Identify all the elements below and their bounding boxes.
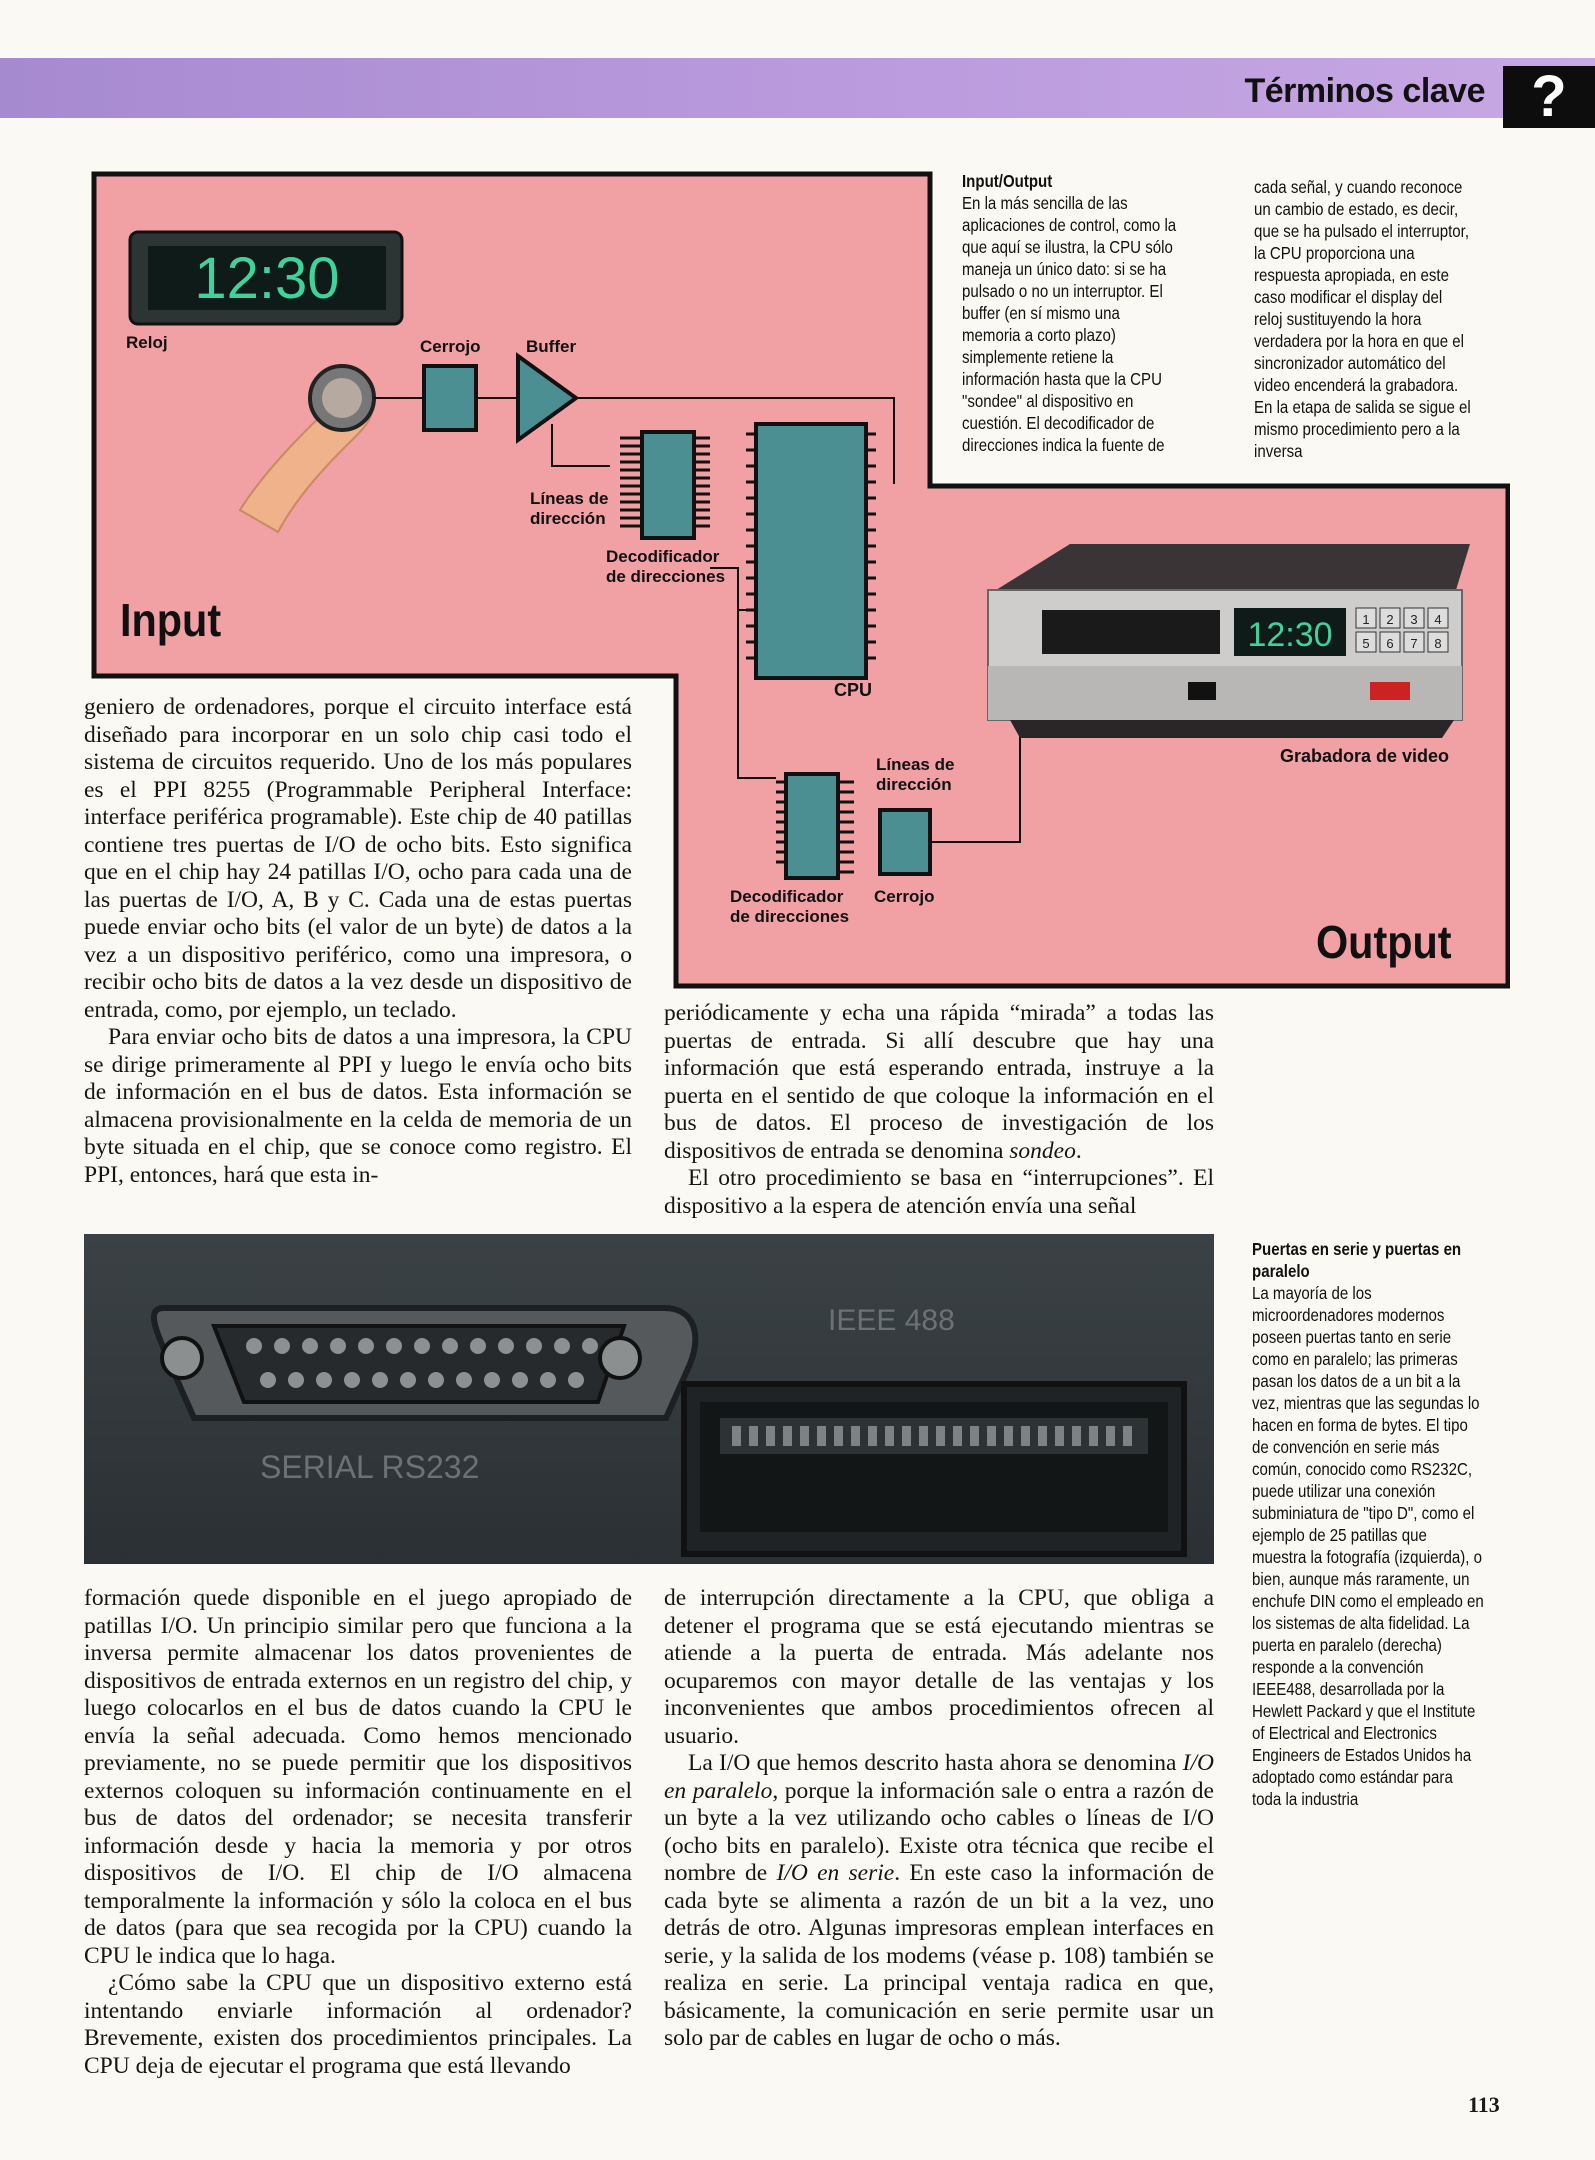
- pin: [834, 1426, 843, 1446]
- pin: [1072, 1426, 1081, 1446]
- pin: [902, 1426, 911, 1446]
- vcr-button-label: 1: [1362, 612, 1370, 627]
- pin: [1106, 1426, 1115, 1446]
- question-badge: ?: [1503, 66, 1595, 128]
- vcr-label: Grabadora de video: [1280, 746, 1450, 766]
- pin: [800, 1426, 809, 1446]
- pin: [414, 1338, 430, 1354]
- pin: [400, 1372, 416, 1388]
- pin: [749, 1426, 758, 1446]
- pin: [953, 1426, 962, 1446]
- address-lines-output-label-1: Líneas de: [876, 755, 955, 774]
- latch-input: [424, 366, 476, 430]
- pin: [372, 1372, 388, 1388]
- paragraph: Para enviar ocho bits de datos a una impresora, la CPU se dirige primeramente al PPI y luego le envía ocho bits de información en el bus de datos. Esta información se almacena provisionalmente en la celda de memoria de un byte situada en el chip, que se conoce como registro. El PPI, entonces, hará que esta in-: [84, 1024, 632, 1188]
- pin: [987, 1426, 996, 1446]
- paragraph: de interrupción directamente a la CPU, que obliga a detener el programa que se está ejecutando mientras se atiende a la puerta de entrada. Más adelante nos ocuparemos con mayor detalle de las ventajas y los inconvenientes que ambos procedimientos ofrecen al usuario.: [664, 1585, 1214, 1749]
- pin: [526, 1338, 542, 1354]
- latch-output: [880, 810, 930, 874]
- pin: [1038, 1426, 1047, 1446]
- pin: [428, 1372, 444, 1388]
- address-lines-output-label-2: dirección: [876, 775, 952, 794]
- sidebar-io-col1: [962, 170, 1179, 456]
- parallel-port-label: IEEE 488: [828, 1304, 955, 1337]
- vcr-button-label: 3: [1410, 612, 1418, 627]
- pin: [540, 1372, 556, 1388]
- pin: [732, 1426, 741, 1446]
- vcr-button-label: 8: [1434, 636, 1442, 651]
- serial-screw-left: [162, 1338, 202, 1378]
- pin: [386, 1338, 402, 1354]
- video-recorder-image: [988, 544, 1470, 738]
- sidebar-ports-text: La mayoría de los microordenadores modernos poseen puertas tanto en serie como en paralelo; las primeras pasan los datos de a un bit a la vez, mientras que las segundas lo hacen en forma de bytes. El tipo de convención en serie más común, conocido como RS232C, puede utilizar una conexión subminiatura de "tipo D", como el ejemplo de 25 patillas que muestra la fotografía (izquierda), o bien, aunque más raramente, un enchufe DIN como el empleado en los sistemas de alta fidelidad. La puerta en paralelo (derecha) responde a la convención IEEE488, desarrollada por la Hewlett Packard y que el Institute of Electrical and Electronics Engineers de Estados Unidos ha adoptado como estándar para toda la industria: [1252, 1283, 1484, 1809]
- vcr-display: 12:30: [1247, 616, 1333, 654]
- paragraph: geniero de ordenadores, porque el circuito interface está diseñado para incorporar en un solo chip casi todo el sistema de circuitos requerido. Uno de los más populares es el PPI 8255 (Programmable Peripheral Interface: interface periférica programable). Este chip de 40 patillas contiene tres puertas de I/O de ocho bits. Esto significa que en el chip hay 24 patillas I/O, ocho para cada una de las puertas de I/O, A, B y C. Cada una de estas puertas puede enviar ocho bits (el valor de un byte) de datos a la vez a un dispositivo periférico, como una impresora, o recibir ocho bits de datos a la vez desde un dispositivo de entrada, como, por ejemplo, un teclado.: [84, 694, 632, 1023]
- body-col2-bottom: [664, 1585, 1214, 2053]
- vcr-button-label: 4: [1434, 612, 1442, 627]
- decoder-input-label-2: de direcciones: [606, 567, 726, 586]
- pin: [246, 1338, 262, 1354]
- pin: [260, 1372, 276, 1388]
- output-title: Output: [1316, 917, 1452, 969]
- body-col1-bottom: [84, 1585, 632, 2080]
- pin: [817, 1426, 826, 1446]
- decoder-output-label-2: de direcciones: [730, 907, 850, 926]
- sidebar-io-text-1: En la más sencilla de las aplicaciones de control, como la que aquí se ilustra, la CPU sólo maneja un único dato: si se ha pulsado o no un interruptor. El buffer (en sí mismo una memoria a corto plazo) simplemente retiene la información hasta que la CPU "sondee" al dispositivo en cuestión. El decodificador de direcciones indica la fuente de: [962, 193, 1177, 455]
- pin: [885, 1426, 894, 1446]
- pin: [344, 1372, 360, 1388]
- address-lines-input-label-1: Líneas de: [530, 489, 609, 508]
- latch-output-label: Cerrojo: [874, 887, 935, 906]
- section-title: Términos clave: [1244, 72, 1485, 110]
- pin: [868, 1426, 877, 1446]
- clock-label: Reloj: [126, 333, 168, 352]
- body-col1-top: [84, 694, 632, 1189]
- sidebar-io-text-2: cada señal, y cuando reconoce un cambio de estado, es decir, que se ha pulsado el interruptor, la CPU proporciona una respuesta apropiada, en este caso modificar el display del reloj sustituyendo la hora verdadera por la hora en que el sincronizador automático del video encenderá la grabadora. En la etapa de salida se sigue el mismo procedimiento pero a la inversa: [1254, 177, 1471, 461]
- pin: [456, 1372, 472, 1388]
- pin: [919, 1426, 928, 1446]
- pin: [358, 1338, 374, 1354]
- cpu-chip: [746, 424, 876, 678]
- buffer-label: Buffer: [526, 337, 577, 356]
- vcr-button-label: 7: [1410, 636, 1418, 651]
- paragraph: periódicamente y echa una rápida “mirada” a todas las puertas de entrada. Si allí descubre que hay una información que está esperando entrada, instruye a la puerta en el sentido de que coloque la información en el bus de datos. El proceso de investigación de los dispositivos de entrada se denomina sondeo.: [664, 1000, 1214, 1164]
- decoder-output-label-1: Decodificador: [730, 887, 844, 906]
- pin: [484, 1372, 500, 1388]
- body-col2-top: [664, 1000, 1214, 1220]
- paragraph: formación quede disponible en el juego apropiado de patillas I/O. Un principio similar pero que funciona a la inversa permite almacenar los datos provenientes de dispositivos de entrada externos en un registro del chip, y luego colocarlos en el bus de datos cuando la CPU le envía la señal adecuada. Como hemos mencionado previamente, no se puede permitir que los dispositivos externos coloquen su información continuamente en el bus de datos del ordenador; se necesita transferir información desde y hacia la memoria y por otros dispositivos de I/O. El chip de I/O almacena temporalmente la información y sólo la coloca en el bus de datos (para que sea recogida por la CPU) cuando la CPU le indica que lo haga.: [84, 1585, 632, 1969]
- input-title: Input: [120, 595, 222, 647]
- serial-screw-right: [600, 1338, 640, 1378]
- pin: [512, 1372, 528, 1388]
- serial-port-label: SERIAL RS232: [260, 1449, 480, 1485]
- pin: [442, 1338, 458, 1354]
- pin: [582, 1338, 598, 1354]
- pin: [568, 1372, 584, 1388]
- paragraph: ¿Cómo sabe la CPU que un dispositivo externo está intentando enviarle información al ordenador? Brevemente, existen dos procedimientos principales. La CPU deja de ejecutar el programa que está llevando: [84, 1970, 632, 2079]
- pin: [316, 1372, 332, 1388]
- sidebar-io-col2: [1254, 176, 1472, 462]
- vcr-button-label: 5: [1362, 636, 1370, 651]
- pin: [1021, 1426, 1030, 1446]
- pin: [1004, 1426, 1013, 1446]
- decoder-input-label-1: Decodificador: [606, 547, 720, 566]
- pin: [554, 1338, 570, 1354]
- paragraph: La I/O que hemos descrito hasta ahora se denomina I/O en paralelo, porque la información sale o entra a razón de un byte a la vez utilizando ocho cables o líneas de I/O (ocho bits en paralelo). Existe otra técnica que recibe el nombre de I/O en serie. En este caso la información de cada byte se alimenta a razón de un bit a la vez, uno detrás de otro. Algunas impresoras emplean interfaces en serie, y la salida de los modems (véase p. 108) también se realiza en serie. La principal ventaja radica en que, básicamente, la comunicación en serie permite usar un solo par de cables en lugar de ocho o más.: [664, 1750, 1215, 2051]
- pin: [470, 1338, 486, 1354]
- sidebar-io-heading: Input/Output: [962, 171, 1053, 191]
- pin: [766, 1426, 775, 1446]
- vcr-button-label: 6: [1386, 636, 1394, 651]
- pin: [274, 1338, 290, 1354]
- paragraph: El otro procedimiento se basa en “interrupciones”. El dispositivo a la espera de atención envía una señal: [664, 1165, 1214, 1219]
- pin: [330, 1338, 346, 1354]
- address-lines-input-label-2: dirección: [530, 509, 606, 528]
- pin: [1055, 1426, 1064, 1446]
- pin: [302, 1338, 318, 1354]
- cpu-label: CPU: [834, 680, 873, 700]
- vcr-button-label: 2: [1386, 612, 1394, 627]
- page-number: 113: [1468, 2092, 1500, 2117]
- clock-display: 12:30: [194, 246, 340, 311]
- pin: [1123, 1426, 1132, 1446]
- pin: [783, 1426, 792, 1446]
- pin: [498, 1338, 514, 1354]
- sidebar-ports-heading: Puertas en serie y puertas en paralelo: [1252, 1239, 1462, 1281]
- pin: [851, 1426, 860, 1446]
- ports-photo: [84, 1234, 1214, 1564]
- sidebar-ports: [1252, 1238, 1484, 1810]
- pin: [936, 1426, 945, 1446]
- pin: [288, 1372, 304, 1388]
- pin: [1089, 1426, 1098, 1446]
- pin: [970, 1426, 979, 1446]
- latch-input-label: Cerrojo: [420, 337, 481, 356]
